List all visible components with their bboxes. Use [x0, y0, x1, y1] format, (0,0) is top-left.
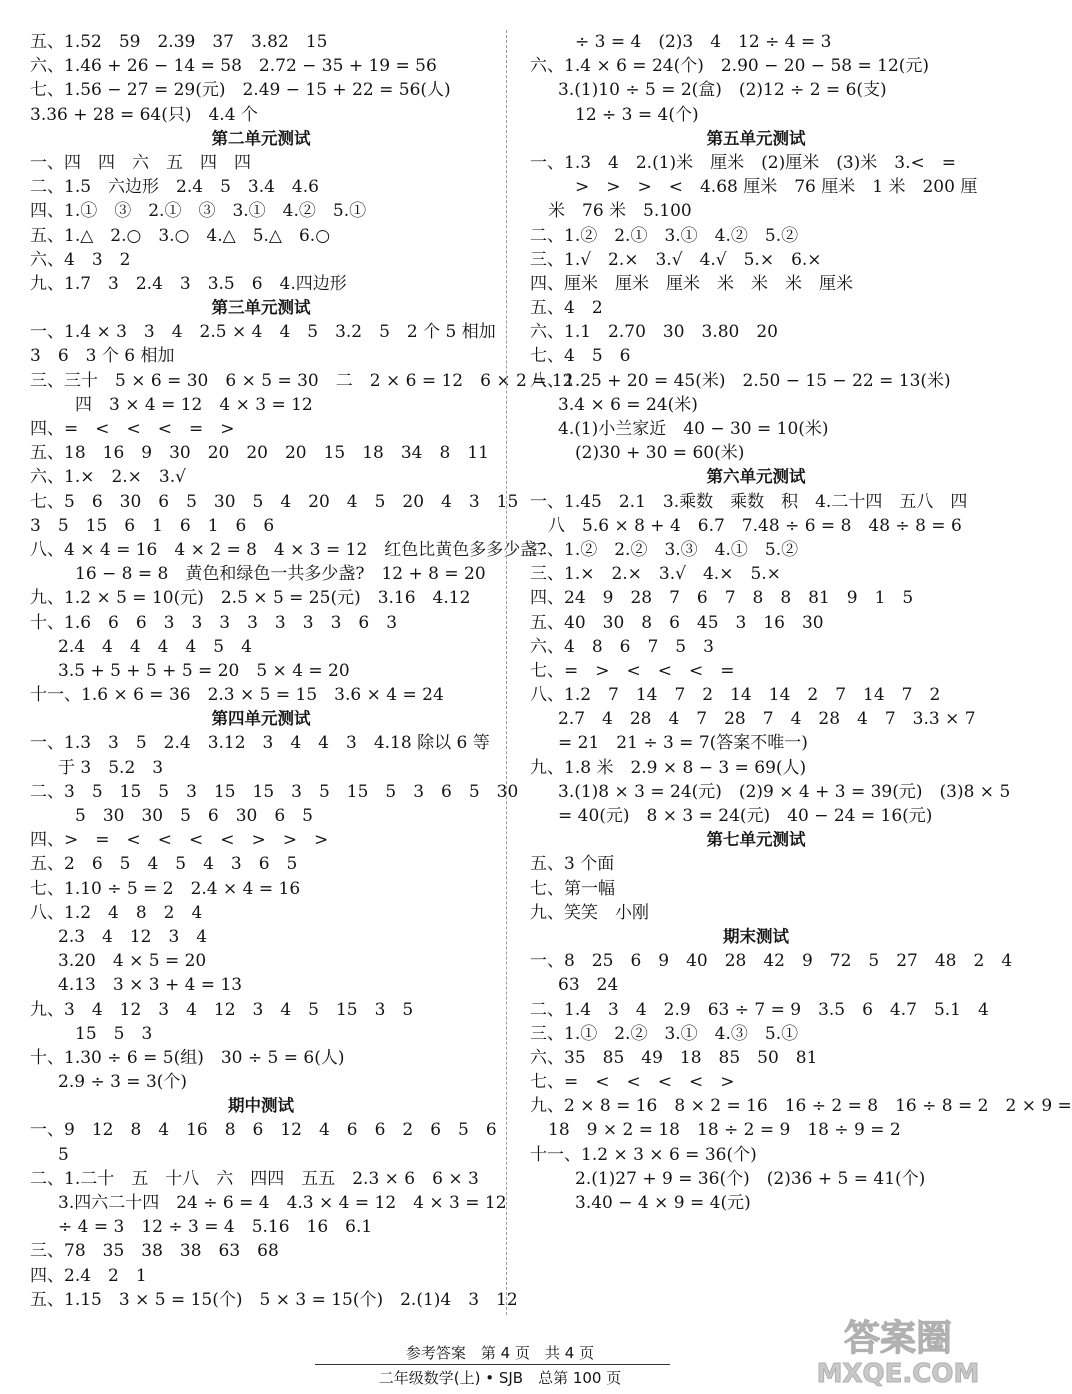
watermark-logo: [812, 1310, 984, 1388]
answer-line: 七、5 6 30 6 5 30 5 4 20 4 5 20 4 3 15: [30, 491, 519, 512]
watermark-text-bottom: MXQE.COM: [816, 1359, 980, 1389]
answer-line: 十一、1.6 × 6 = 36 2.3 × 5 = 15 3.6 × 4 = 24: [30, 685, 444, 706]
answer-line: = 40(元) 8 × 3 = 24(元) 40 − 24 = 16(元): [558, 806, 933, 826]
answer-line: 一、四 四 六 五 四 四: [30, 152, 251, 173]
answer-line: 三、78 35 38 38 63 68: [30, 1241, 279, 1262]
answer-line: 一、1.3 4 2.(1)米 厘米 (2)厘米 (3)米 3.< =: [530, 152, 957, 173]
section-heading: 第三单元测试: [211, 298, 311, 318]
answer-line: 4.13 3 × 3 + 4 = 13: [58, 975, 243, 996]
right-column: [530, 30, 1072, 1215]
answer-line: 3.(1)10 ÷ 5 = 2(盒) (2)12 ÷ 2 = 6(支): [558, 80, 887, 101]
answer-line: 五、3 个面: [530, 854, 615, 875]
answer-line: 18 9 × 2 = 18 18 ÷ 2 = 9 18 ÷ 9 = 2: [548, 1120, 901, 1141]
answer-line: 六、4 3 2: [30, 249, 131, 270]
footer-book-info: 二年级数学(上) • SJB 总第 100 页: [378, 1369, 622, 1387]
answer-line: 九、3 4 12 3 4 12 3 4 5 15 3 5: [30, 999, 414, 1020]
answer-line: 四、24 9 28 7 6 7 8 8 81 9 1 5: [530, 588, 914, 609]
answer-line: 七、1.10 ÷ 5 = 2 2.4 × 4 = 16: [30, 878, 301, 899]
answer-line: 七、第一幅: [530, 878, 615, 899]
section-heading: 第四单元测试: [211, 709, 311, 729]
answer-line: = 21 21 ÷ 3 = 7(答案不唯一): [558, 733, 808, 754]
answer-line: 5 30 30 5 6 30 6 5: [75, 806, 313, 826]
answer-line: 七、1.56 − 27 = 29(元) 2.49 − 15 + 22 = 56(人): [30, 80, 451, 101]
answer-line: 2.4 4 4 4 4 5 4: [58, 636, 252, 657]
answer-line: 八 5.6 × 8 + 4 6.7 7.48 ÷ 6 = 8 48 ÷ 8 = 6: [548, 515, 962, 536]
answer-line: 2.(1)27 + 9 = 36(个) (2)36 + 5 = 41(个): [575, 1168, 926, 1189]
answer-line: ÷ 4 = 3 12 ÷ 3 = 4 5.16 16 6.1: [58, 1217, 373, 1238]
answer-line: 十一、1.2 × 3 × 6 = 36(个): [530, 1144, 757, 1165]
answer-line: 八、4 × 4 = 16 4 × 2 = 8 4 × 3 = 12 红色比黄色多多少盏?: [30, 539, 547, 560]
answer-line: 九、1.2 × 5 = 10(元) 2.5 × 5 = 25(元) 3.16 4.12: [30, 588, 471, 609]
answer-line: 七、= < < < < >: [530, 1072, 735, 1093]
answer-line: 六、1.× 2.× 3.√: [30, 467, 186, 488]
answer-line: 一、1.45 2.1 3.乘数 乘数 积 4.二十四 五八 四: [530, 491, 968, 512]
answer-line: 八、1.25 + 20 = 45(米) 2.50 − 15 − 22 = 13(米): [530, 370, 951, 391]
answer-line: 3.4 × 6 = 24(米): [558, 394, 698, 415]
answer-line: 三、三十 5 × 6 = 30 6 × 5 = 30 二 2 × 6 = 12 6 × 2 = 12: [30, 370, 574, 391]
answer-line: 七、4 5 6: [530, 346, 631, 367]
answer-line: 63 24: [558, 975, 619, 996]
answer-line: 一、9 12 8 4 16 8 6 12 4 6 6 2 6 5 6: [30, 1120, 497, 1141]
answer-line: 3 5 15 6 1 6 1 6 6: [30, 515, 275, 536]
answer-line: 4.(1)小兰家近 40 − 30 = 10(米): [558, 419, 829, 439]
answer-line: 五、40 30 8 6 45 3 16 30: [530, 612, 824, 633]
section-heading: 第二单元测试: [211, 128, 311, 148]
section-heading: 期末测试: [723, 926, 789, 946]
answer-line: 六、1.46 + 26 − 14 = 58 2.72 − 35 + 19 = 56: [30, 56, 437, 77]
answer-line: 16 − 8 = 8 黄色和绿色一共多少盏? 12 + 8 = 20: [75, 564, 486, 585]
answer-line: 四、= < < < = >: [30, 419, 235, 439]
answer-line: 2.7 4 28 4 7 28 7 4 28 4 7 3.3 × 7: [558, 709, 976, 730]
answer-line: 一、1.3 3 5 2.4 3.12 3 4 4 3 4.18 除以 6 等: [30, 733, 490, 754]
answer-line: 六、1.4 × 6 = 24(个) 2.90 − 20 − 58 = 12(元): [530, 56, 930, 77]
answer-line: (2)30 + 30 = 60(米): [575, 443, 745, 464]
answer-line: 二、1.4 3 4 2.9 63 ÷ 7 = 9 3.5 6 4.7 5.1 4: [530, 999, 989, 1020]
answer-line: 5: [58, 1144, 69, 1165]
answer-line: 3.40 − 4 × 9 = 4(元): [575, 1193, 751, 1213]
answer-line: 十、1.6 6 6 3 3 3 3 3 3 3 6 3: [30, 612, 398, 633]
answer-line: 2.3 4 12 3 4: [58, 926, 208, 947]
answer-line: 五、1.△ 2.○ 3.○ 4.△ 5.△ 6.○: [30, 225, 331, 246]
footer-page-info: 参考答案 第 4 页 共 4 页: [405, 1344, 595, 1362]
column-divider: [506, 30, 507, 1315]
answer-line: 二、1.二十 五 十八 六 四四 五五 2.3 × 6 6 × 3: [30, 1168, 479, 1189]
answer-line: 3.20 4 × 5 = 20: [58, 951, 207, 972]
answer-line: 八、1.2 4 8 2 4: [30, 902, 203, 923]
answer-line: 3 6 3 个 6 相加: [30, 346, 175, 367]
answer-line: 四、> = < < < < > > >: [30, 830, 329, 851]
footer-rule: [315, 1364, 670, 1365]
answer-line: 八、1.2 7 14 7 2 14 14 2 7 14 7 2: [530, 685, 941, 706]
answer-line: 九、1.7 3 2.4 3 3.5 6 4.四边形: [30, 273, 347, 294]
section-heading: 第五单元测试: [706, 128, 806, 148]
answer-line: 六、35 85 49 18 85 50 81: [530, 1047, 818, 1068]
answer-line: 15 5 3: [75, 1023, 153, 1044]
answer-line: 二、1.② 2.① 3.① 4.② 5.②: [530, 225, 799, 246]
answer-line: 12 ÷ 3 = 4(个): [575, 104, 699, 125]
answer-line: 四 3 × 4 = 12 4 × 3 = 12: [75, 394, 313, 415]
answer-line: 三、1.√ 2.× 3.√ 4.√ 5.× 6.×: [530, 249, 822, 270]
answer-line: 四、1.① ③ 2.① ③ 3.① 4.② 5.①: [30, 201, 367, 222]
answer-line: 于 3 5.2 3: [58, 757, 164, 778]
answer-line: 五、4 2: [530, 298, 603, 319]
section-heading: 期中测试: [228, 1096, 294, 1116]
answer-line: 三、1.× 2.× 3.√ 4.× 5.×: [530, 564, 781, 585]
answer-line: 3.36 + 28 = 64(只) 4.4 个: [30, 104, 258, 125]
section-heading: 第六单元测试: [706, 467, 806, 487]
answer-line: 3.四六二十四 24 ÷ 6 = 4 4.3 × 4 = 12 4 × 3 = 12: [58, 1193, 507, 1213]
answer-line: 二、1.② 2.② 3.③ 4.① 5.②: [530, 539, 799, 560]
answer-line: 一、1.4 × 3 3 4 2.5 × 4 4 5 3.2 5 2 个 5 相加: [30, 322, 496, 343]
answer-line: 十、1.30 ÷ 6 = 5(组) 30 ÷ 5 = 6(人): [30, 1047, 345, 1068]
answer-line: 九、1.8 米 2.9 × 8 − 3 = 69(人): [530, 757, 807, 778]
answer-line: > > > < 4.68 厘米 76 厘米 1 米 200 厘: [575, 177, 978, 198]
answer-line: 五、2 6 5 4 5 4 3 6 5: [30, 854, 298, 875]
answer-line: 五、18 16 9 30 20 20 20 15 18 34 8 11: [30, 443, 489, 464]
answer-line: ÷ 3 = 4 (2)3 4 12 ÷ 4 = 3: [575, 32, 832, 52]
answer-line: 三、1.① 2.② 3.① 4.③ 5.①: [530, 1023, 799, 1044]
watermark-text-top: 答案圈: [843, 1318, 953, 1359]
answer-line: 九、笑笑 小刚: [530, 902, 649, 923]
answer-line: 五、1.52 59 2.39 37 3.82 15: [30, 32, 328, 52]
answer-line: 六、1.1 2.70 30 3.80 20: [530, 322, 779, 343]
section-heading: 第七单元测试: [706, 830, 806, 850]
answer-line: 一、8 25 6 9 40 28 42 9 72 5 27 48 2 4: [530, 951, 1013, 972]
answer-line: 五、1.15 3 × 5 = 15(个) 5 × 3 = 15(个) 2.(1)4 3 12: [30, 1289, 518, 1310]
answer-line: 二、1.5 六边形 2.4 5 3.4 4.6: [30, 177, 319, 198]
answer-line: 七、= > < < < =: [530, 660, 735, 681]
answer-line: 九、2 × 8 = 16 8 × 2 = 16 16 ÷ 2 = 8 16 ÷ 8 = 2 2 × 9 =: [530, 1096, 1072, 1117]
answer-line: 六、4 8 6 7 5 3: [530, 636, 714, 657]
answer-line: 2.9 ÷ 3 = 3(个): [58, 1072, 188, 1093]
answer-line: 四、2.4 2 1: [30, 1265, 147, 1286]
answer-line: 3.5 + 5 + 5 + 5 = 20 5 × 4 = 20: [58, 660, 350, 681]
answer-line: 米 76 米 5.100: [548, 201, 692, 222]
answer-line: 四、厘米 厘米 厘米 米 米 米 厘米: [530, 273, 853, 294]
answer-line: 二、3 5 15 5 3 15 15 3 5 15 5 3 6 5 30: [30, 781, 519, 802]
answer-line: 3.(1)8 × 3 = 24(元) (2)9 × 4 + 3 = 39(元) (3)8 × 5: [558, 781, 1011, 802]
